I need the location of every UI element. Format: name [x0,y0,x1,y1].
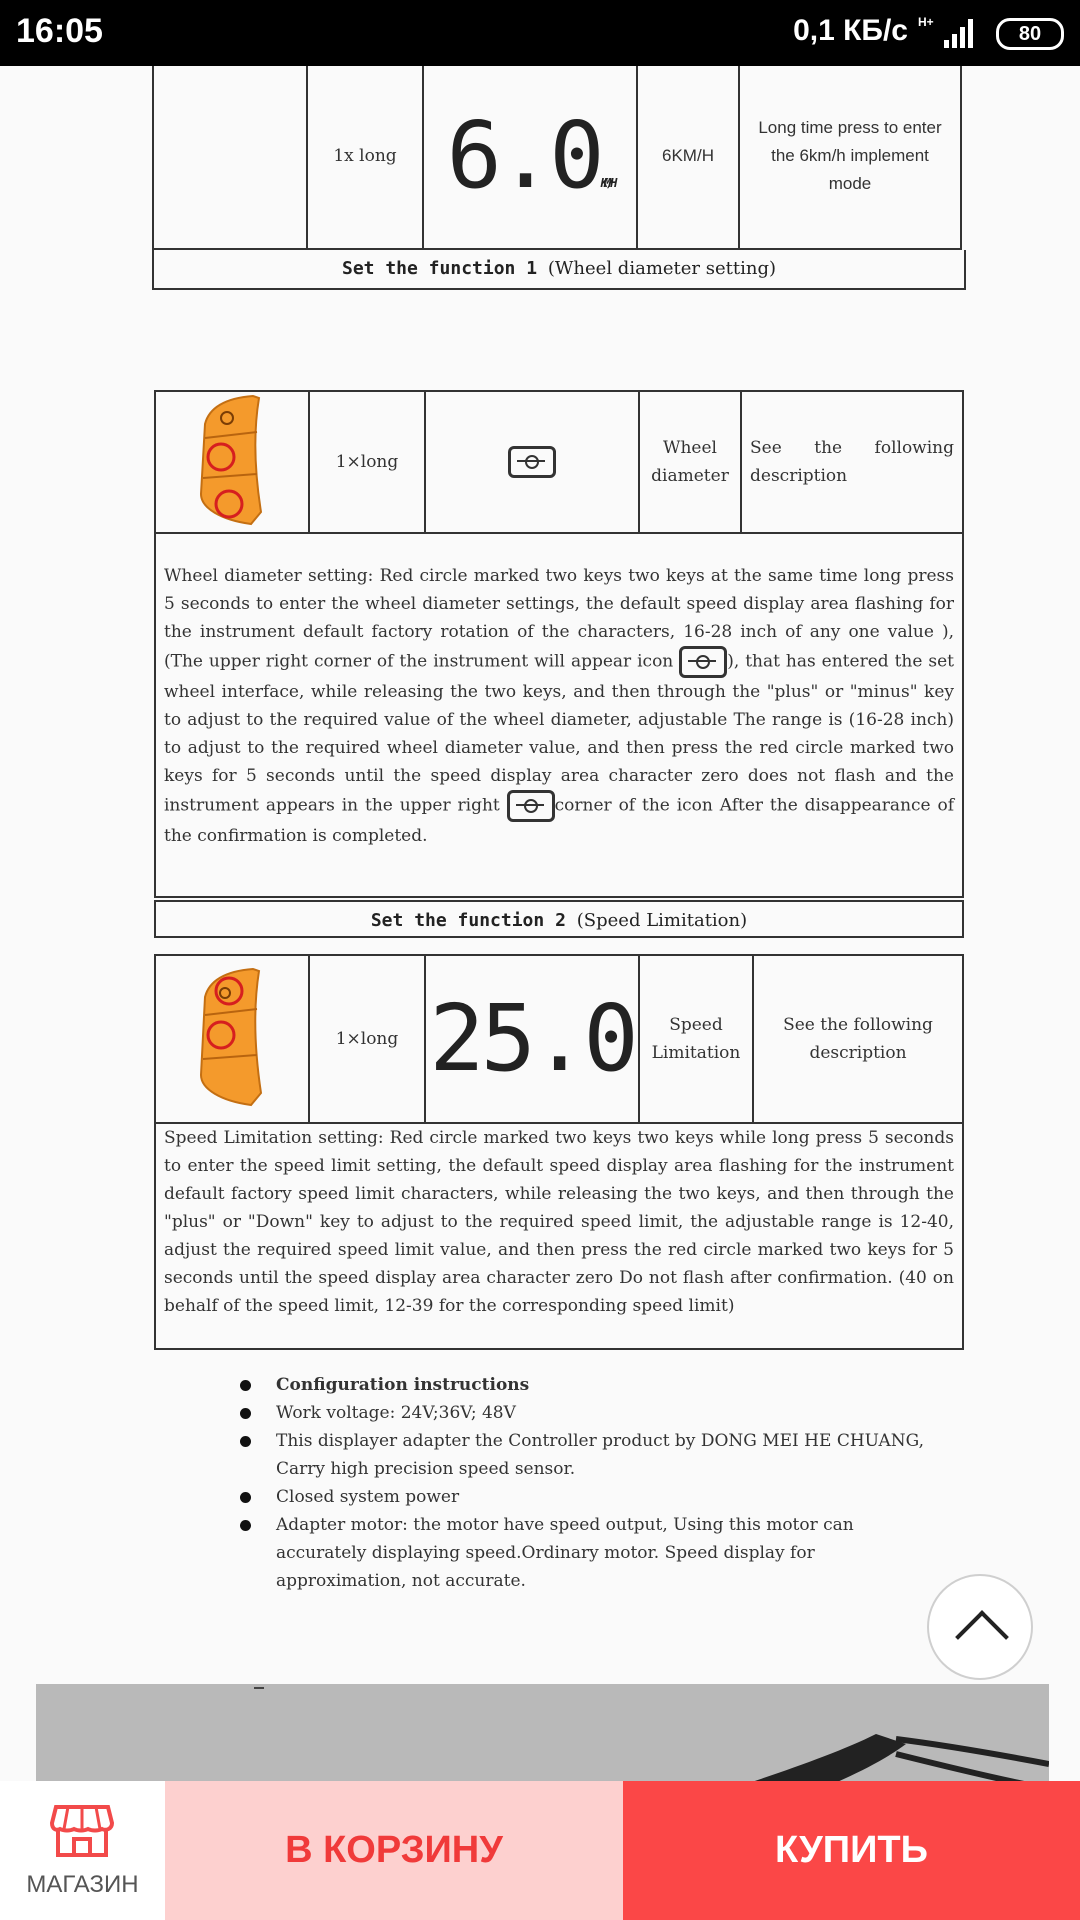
battery-icon: 80 [996,18,1064,50]
buy-now-button[interactable]: КУПИТЬ [623,1781,1080,1920]
function2-action: 1×long [309,955,425,1123]
function1-paragraph-a: Wheel diameter setting: Red circle marked two keys two keys at the same time long press 5 seconds to enter the wheel diameter settings, the default speed display area flashing for the instrument default factory rotation of the characters, 16-28 inch of any one value ), (The upper right corner of the instrument will appear icon [164,566,954,672]
function1-title-bold: Set the function 1 [341,258,538,279]
signal-icon [918,14,982,50]
function2-title-bold: Set the function 2 [370,910,566,931]
result-cell: 6KM/H [637,66,739,249]
function1-result: Wheel diameter [639,391,741,533]
remote-keys-icon [195,394,269,526]
bottom-action-bar [0,1781,1080,1920]
function1-description: See the following description [741,391,963,533]
description-cell: Long time press to enter the 6km/h implement mode [739,66,961,249]
function2-title-rest: (Speed Limitation) [576,910,748,931]
function1-action: 1×long [309,391,425,533]
function2-description: See the following description [753,955,963,1123]
remote-cell-empty [153,66,307,249]
remote-keys-icon [195,967,269,1107]
config-heading: Configuration instructions [240,1371,930,1399]
function2-paragraph: Speed Limitation setting: Red circle marked two keys two keys while long press 5 seconds to enter the speed limit setting, the default speed display area flashing for the instrument default factory speed limit characters, while releasing the two keys, and then through the "plus" or "Down" key to adjust to the required speed limit, the adjustable range is 12-40, adjust the required speed limit value, and then press the red circle marked two keys for 5 seconds until the speed display area character zero Do not flash after confirmation. (40 on behalf of the speed limit, 12-39 for the corresponding speed limit) [164,1128,954,1316]
action-cell: 1x long [307,66,423,249]
list-item: Adapter motor: the motor have speed output, Using this motor can accurately displaying speed.Ordinary motor. Speed display for approximation, not accurate. [240,1511,930,1595]
function2-display [425,955,639,1123]
lcd-value: 25.0 [429,985,635,1092]
function2-title [154,900,964,938]
list-item: Closed system power [240,1483,930,1511]
remote-cell [155,955,309,1123]
function1-display [425,391,639,533]
function1-table [154,390,964,534]
function1-paragraph [164,562,954,850]
display-cell [423,66,637,249]
list-item: This displayer adapter the Controller product by DONG MEI HE CHUANG, Carry high precision speed sensor. [240,1427,930,1483]
svg-text:H+: H+ [918,15,934,29]
wheel-icon [508,446,556,478]
remote-cell [155,391,309,533]
product-image [36,1684,1049,1781]
shop-button[interactable] [0,1781,165,1920]
status-time: 16:05 [16,12,103,50]
function1-title [152,250,966,290]
shop-label: МАГАЗИН [26,1871,139,1898]
lcd-unit: KM/H [600,176,614,190]
image-mark [254,1687,264,1689]
function1-paragraph-c: corner of the icon After the disappearance of the confirmation is completed. [164,795,955,846]
wheel-icon [507,790,555,822]
function1-title-rest: (Wheel diameter setting) [547,258,776,279]
list-item: Work voltage: 24V;36V; 48V [240,1399,930,1427]
wheel-icon [679,646,727,678]
config-list [240,1371,930,1595]
scroll-to-top-button[interactable] [927,1574,1033,1680]
lcd-value: 6.0 [446,102,601,209]
function2-result: Speed Limitation [639,955,753,1123]
status-bar [0,0,1080,66]
store-icon [50,1803,114,1859]
network-speed: 0,1 КБ/с [793,14,908,47]
add-to-cart-button[interactable]: В КОРЗИНУ [165,1781,623,1920]
product-description[interactable] [0,66,1080,1781]
function2-table [154,954,964,1124]
cable-image [36,1684,1049,1781]
top-table [152,66,962,250]
function1-paragraph-b: ), that has entered the set wheel interface, while releasing the two keys, and then through the "plus" or "minus" key to adjust to the required value of the wheel diameter, adjustable The range is (16-28 inch) to adjust to the required wheel diameter value, and then press the red circle marked two keys for 5 seconds until the speed display area character zero does not flash and the instrument appears in the upper right [164,651,954,816]
